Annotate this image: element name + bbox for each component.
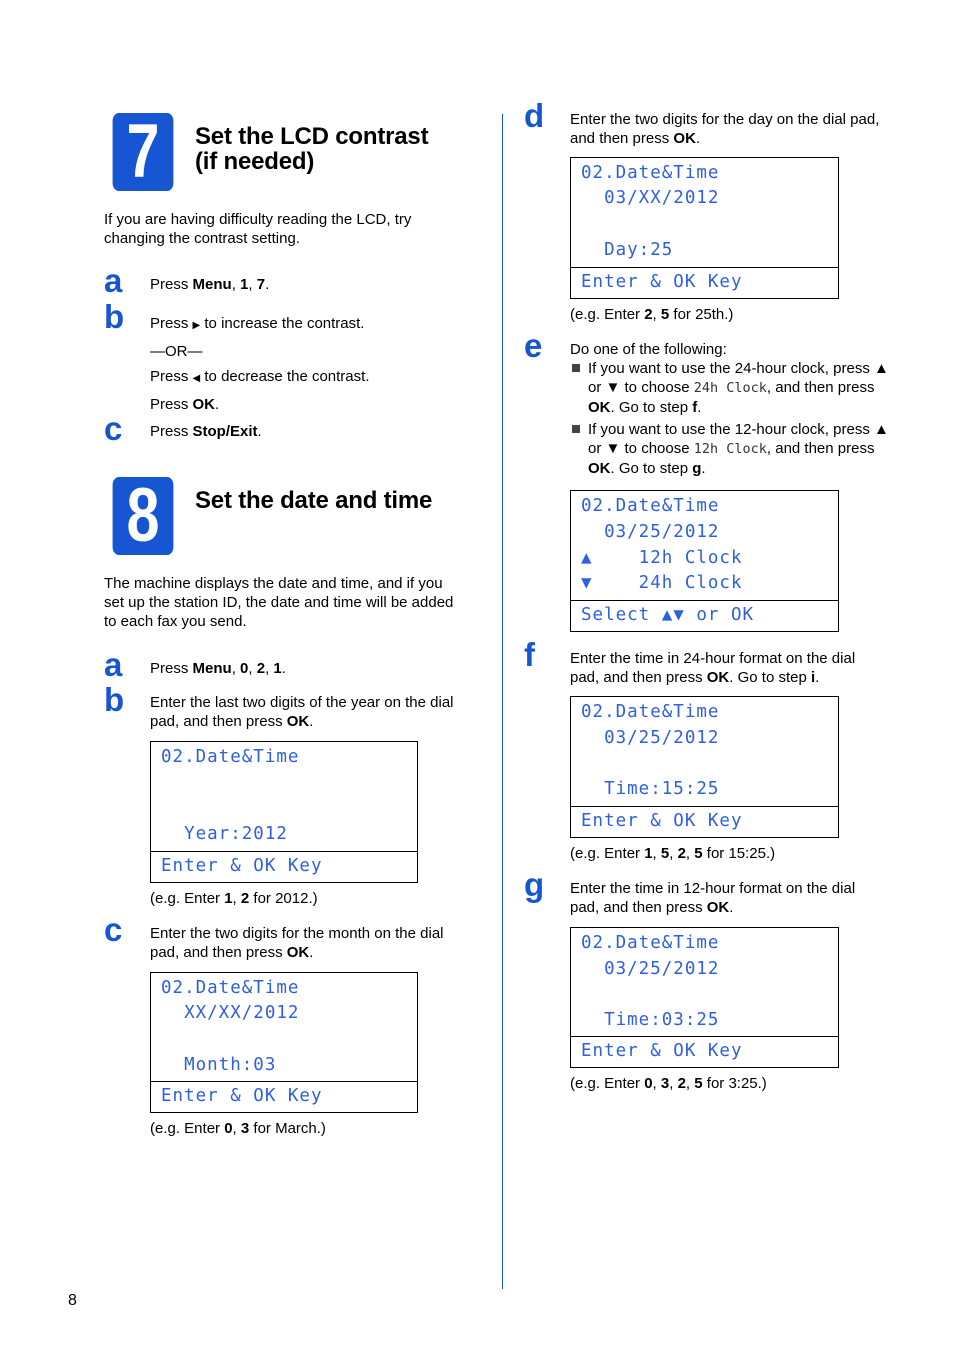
lcd-footer-text: Select ▲▼ or OK (581, 605, 755, 625)
step-reference: f (692, 399, 698, 416)
text: for 15:25.) (702, 845, 776, 862)
step-line: Enter the time in 12-hour format on the dial (570, 880, 856, 897)
text: , (248, 660, 257, 677)
or-separator: —OR— (150, 342, 203, 360)
step-letter: c (104, 911, 123, 948)
intro-line: to each fax you send. (104, 613, 247, 630)
step-text (150, 924, 444, 962)
step-reference: g (692, 460, 702, 477)
text: . (701, 460, 706, 477)
step-text (150, 311, 369, 417)
text: . Go to step (610, 460, 693, 477)
text: , (265, 660, 274, 677)
key-name: 3 (240, 1120, 250, 1137)
bullet-line (588, 378, 889, 398)
step-line: Enter the two digits for the day on the dial pad, (570, 111, 880, 128)
text: . (815, 669, 820, 686)
lcd-footer-text: Enter & OK Key (161, 1086, 323, 1106)
text: (e.g. Enter (570, 306, 645, 323)
section-title-line: (if needed) (195, 148, 315, 175)
step-letter: b (104, 681, 125, 718)
step-text: Do one of the following: (570, 341, 727, 358)
key-name: OK (706, 669, 730, 686)
lcd-footer (571, 806, 838, 837)
step-letter: b (104, 298, 125, 335)
text: Press (150, 395, 193, 413)
key-name: 1 (644, 845, 653, 862)
text: , (652, 845, 661, 862)
step-text (150, 275, 269, 294)
lcd-line: Year:2012 (161, 824, 288, 844)
lcd-line: 02.Date&Time (581, 496, 720, 516)
lcd-line: ▲ 12h Clock (581, 548, 743, 568)
text: . Go to step (729, 669, 811, 686)
text: (e.g. Enter (570, 1075, 645, 1092)
key-name: OK (588, 399, 611, 416)
text: (e.g. Enter (150, 1120, 225, 1137)
key-name: 1 (273, 660, 282, 677)
lcd-line: Day:25 (581, 240, 674, 260)
step-text (570, 879, 855, 917)
lcd-line: Month:03 (161, 1055, 277, 1075)
lcd-line: 03/25/2012 (581, 728, 720, 748)
step-letter: d (524, 97, 545, 134)
text: . (265, 276, 270, 293)
text: , (669, 1075, 678, 1092)
text: , and then press (766, 440, 875, 457)
lcd-footer (151, 1081, 417, 1112)
text: . (281, 660, 286, 677)
key-name: 0 (224, 1120, 233, 1137)
key-name: OK (588, 460, 611, 477)
lcd-line: XX/XX/2012 (161, 1003, 300, 1023)
bullet-line: If you want to use the 12-hour clock, press ▲ (588, 421, 889, 438)
step-letter: e (524, 327, 543, 364)
lcd-line: ▼ 24h Clock (581, 573, 743, 593)
step-line: Enter the two digits for the month on the dial (150, 925, 444, 942)
bullet-icon (572, 364, 580, 372)
text: , (652, 1075, 661, 1092)
lcd-footer-text: Enter & OK Key (161, 856, 323, 876)
lcd-line: 03/25/2012 (581, 959, 720, 979)
text: . (729, 899, 734, 916)
example-note (570, 844, 775, 863)
key-name: 7 (256, 276, 266, 293)
key-name: OK (286, 944, 310, 961)
step-text (570, 649, 855, 687)
text: , (685, 1075, 695, 1092)
intro-line: set up the station ID, the date and time will be added (104, 594, 454, 611)
key-name: 5 (694, 1075, 703, 1092)
lcd-line: Time:15:25 (581, 779, 720, 799)
step-letter: c (104, 410, 123, 447)
text: , (231, 276, 241, 293)
key-name: OK (706, 899, 730, 916)
key-name: 0 (240, 660, 249, 677)
page-number: 8 (68, 1292, 77, 1309)
text: Press (150, 660, 193, 677)
text: for 2012.) (249, 890, 318, 907)
text: , (652, 306, 661, 323)
lcd-screen (570, 927, 839, 1068)
text: . (215, 395, 220, 413)
step-line (150, 712, 454, 731)
lcd-screen (150, 741, 418, 883)
text: . Go to step (610, 399, 693, 416)
lcd-footer (571, 267, 838, 298)
section-intro (104, 210, 411, 248)
key-name: 2 (677, 845, 686, 862)
lcd-line: Time:03:25 (581, 1010, 720, 1030)
lcd-footer-text: Enter & OK Key (581, 811, 743, 831)
step-line (150, 943, 444, 962)
text: pad, and then press (570, 669, 707, 686)
step-reference: i (810, 669, 816, 686)
bullet-item (588, 420, 889, 478)
text: pad, and then press (150, 944, 287, 961)
step-text (150, 422, 262, 441)
left-arrow-icon: ◀ (192, 373, 201, 384)
lcd-option-text: 12h Clock (693, 441, 767, 457)
section-title-line: Set the LCD contrast (195, 123, 429, 150)
lcd-option-text: 24h Clock (693, 380, 767, 396)
text: , (248, 276, 257, 293)
lcd-footer-text: Enter & OK Key (581, 1041, 743, 1061)
lcd-screen (570, 490, 839, 632)
column-divider (502, 114, 503, 1289)
text: . (697, 399, 702, 416)
key-name: 2 (256, 660, 266, 677)
example-note (570, 305, 733, 324)
text: , (232, 1120, 241, 1137)
bullet-line: If you want to use the 24-hour clock, press ▲ (588, 360, 889, 377)
key-name: Stop/Exit (192, 423, 258, 440)
intro-line: If you are having difficulty reading the LCD, try (104, 211, 412, 228)
key-name: 1 (240, 276, 249, 293)
key-name: 5 (660, 845, 670, 862)
bullet-item (588, 359, 889, 417)
key-name: 0 (644, 1075, 653, 1092)
section-title: Set the date and time (195, 487, 433, 514)
key-name: 2 (644, 306, 653, 323)
intro-line: changing the contrast setting. (104, 230, 300, 247)
step-text (150, 693, 454, 731)
lcd-screen (570, 696, 839, 838)
bullet-line (588, 398, 889, 417)
text: . (309, 944, 314, 961)
text: or ▼ to choose (588, 379, 694, 396)
bullet-line (588, 459, 889, 478)
step-letter: a (104, 646, 123, 683)
text: . (695, 130, 701, 147)
example-note (150, 889, 318, 908)
text: (e.g. Enter (570, 845, 645, 862)
text: and then press (570, 130, 674, 147)
step-line (570, 898, 855, 917)
text: pad, and then press (150, 713, 287, 730)
lcd-footer (151, 851, 417, 882)
step-text (150, 659, 286, 678)
key-name: 5 (694, 845, 703, 862)
text: . (257, 423, 262, 440)
step-line (150, 311, 369, 339)
text: Press (150, 423, 193, 440)
lcd-footer-text: Enter & OK Key (581, 272, 743, 292)
bullet-icon (572, 425, 580, 433)
lcd-line: 03/25/2012 (581, 522, 720, 542)
example-note (150, 1119, 326, 1138)
lcd-screen (150, 972, 418, 1113)
text: for 3:25.) (702, 1075, 767, 1092)
key-name: Menu (192, 276, 232, 293)
key-name: 3 (660, 1075, 670, 1092)
key-name: OK (673, 130, 696, 147)
step-line: Enter the last two digits of the year on the dial (150, 694, 454, 711)
step-letter: f (524, 636, 535, 673)
key-name: OK (286, 713, 310, 730)
intro-line: The machine displays the date and time, and if you (104, 575, 443, 592)
lcd-footer (571, 1036, 838, 1067)
step-text (570, 110, 879, 148)
section-number-badge (113, 473, 174, 558)
section-number: 8 (126, 473, 160, 558)
key-name: 2 (240, 890, 250, 907)
text: for March.) (249, 1120, 326, 1137)
key-name: OK (192, 395, 216, 413)
key-name: 2 (677, 1075, 686, 1092)
key-name: 1 (224, 890, 233, 907)
text: (e.g. Enter (150, 890, 225, 907)
text: , and then press (766, 379, 875, 396)
step-letter: g (524, 866, 545, 903)
section-intro (104, 574, 453, 631)
example-note (570, 1074, 767, 1093)
lcd-line: 02.Date&Time (581, 933, 720, 953)
lcd-line: 03/XX/2012 (581, 188, 720, 208)
text: . (309, 713, 314, 730)
lcd-footer (571, 600, 838, 631)
key-name: Menu (192, 660, 232, 677)
step-line (150, 392, 369, 418)
lcd-line: 02.Date&Time (161, 978, 300, 998)
lcd-line: 02.Date&Time (161, 747, 300, 767)
text: to decrease the contrast. (200, 368, 370, 385)
text: Press (150, 276, 193, 293)
step-line (570, 129, 879, 148)
text: or ▼ to choose (588, 440, 694, 457)
right-arrow-icon: ▶ (192, 320, 201, 331)
lcd-screen (570, 157, 839, 299)
lcd-line: 02.Date&Time (581, 163, 720, 183)
step-line (150, 364, 369, 392)
step-letter: a (104, 262, 123, 299)
text: pad, and then press (570, 899, 707, 916)
text: Press (150, 368, 193, 385)
bullet-line (588, 439, 889, 459)
lcd-line: 02.Date&Time (581, 702, 720, 722)
text: to increase the contrast. (200, 315, 365, 332)
section-number: 7 (126, 109, 160, 194)
key-name: 5 (660, 306, 670, 323)
text: Press (150, 315, 193, 332)
step-line: Enter the time in 24-hour format on the dial (570, 650, 856, 667)
text: , (232, 890, 241, 907)
text: for 25th.) (669, 306, 734, 323)
text: , (669, 845, 678, 862)
section-number-badge (113, 109, 174, 194)
step-line (570, 668, 855, 687)
text: , (231, 660, 241, 677)
section-title (195, 122, 428, 176)
text: , (685, 845, 695, 862)
